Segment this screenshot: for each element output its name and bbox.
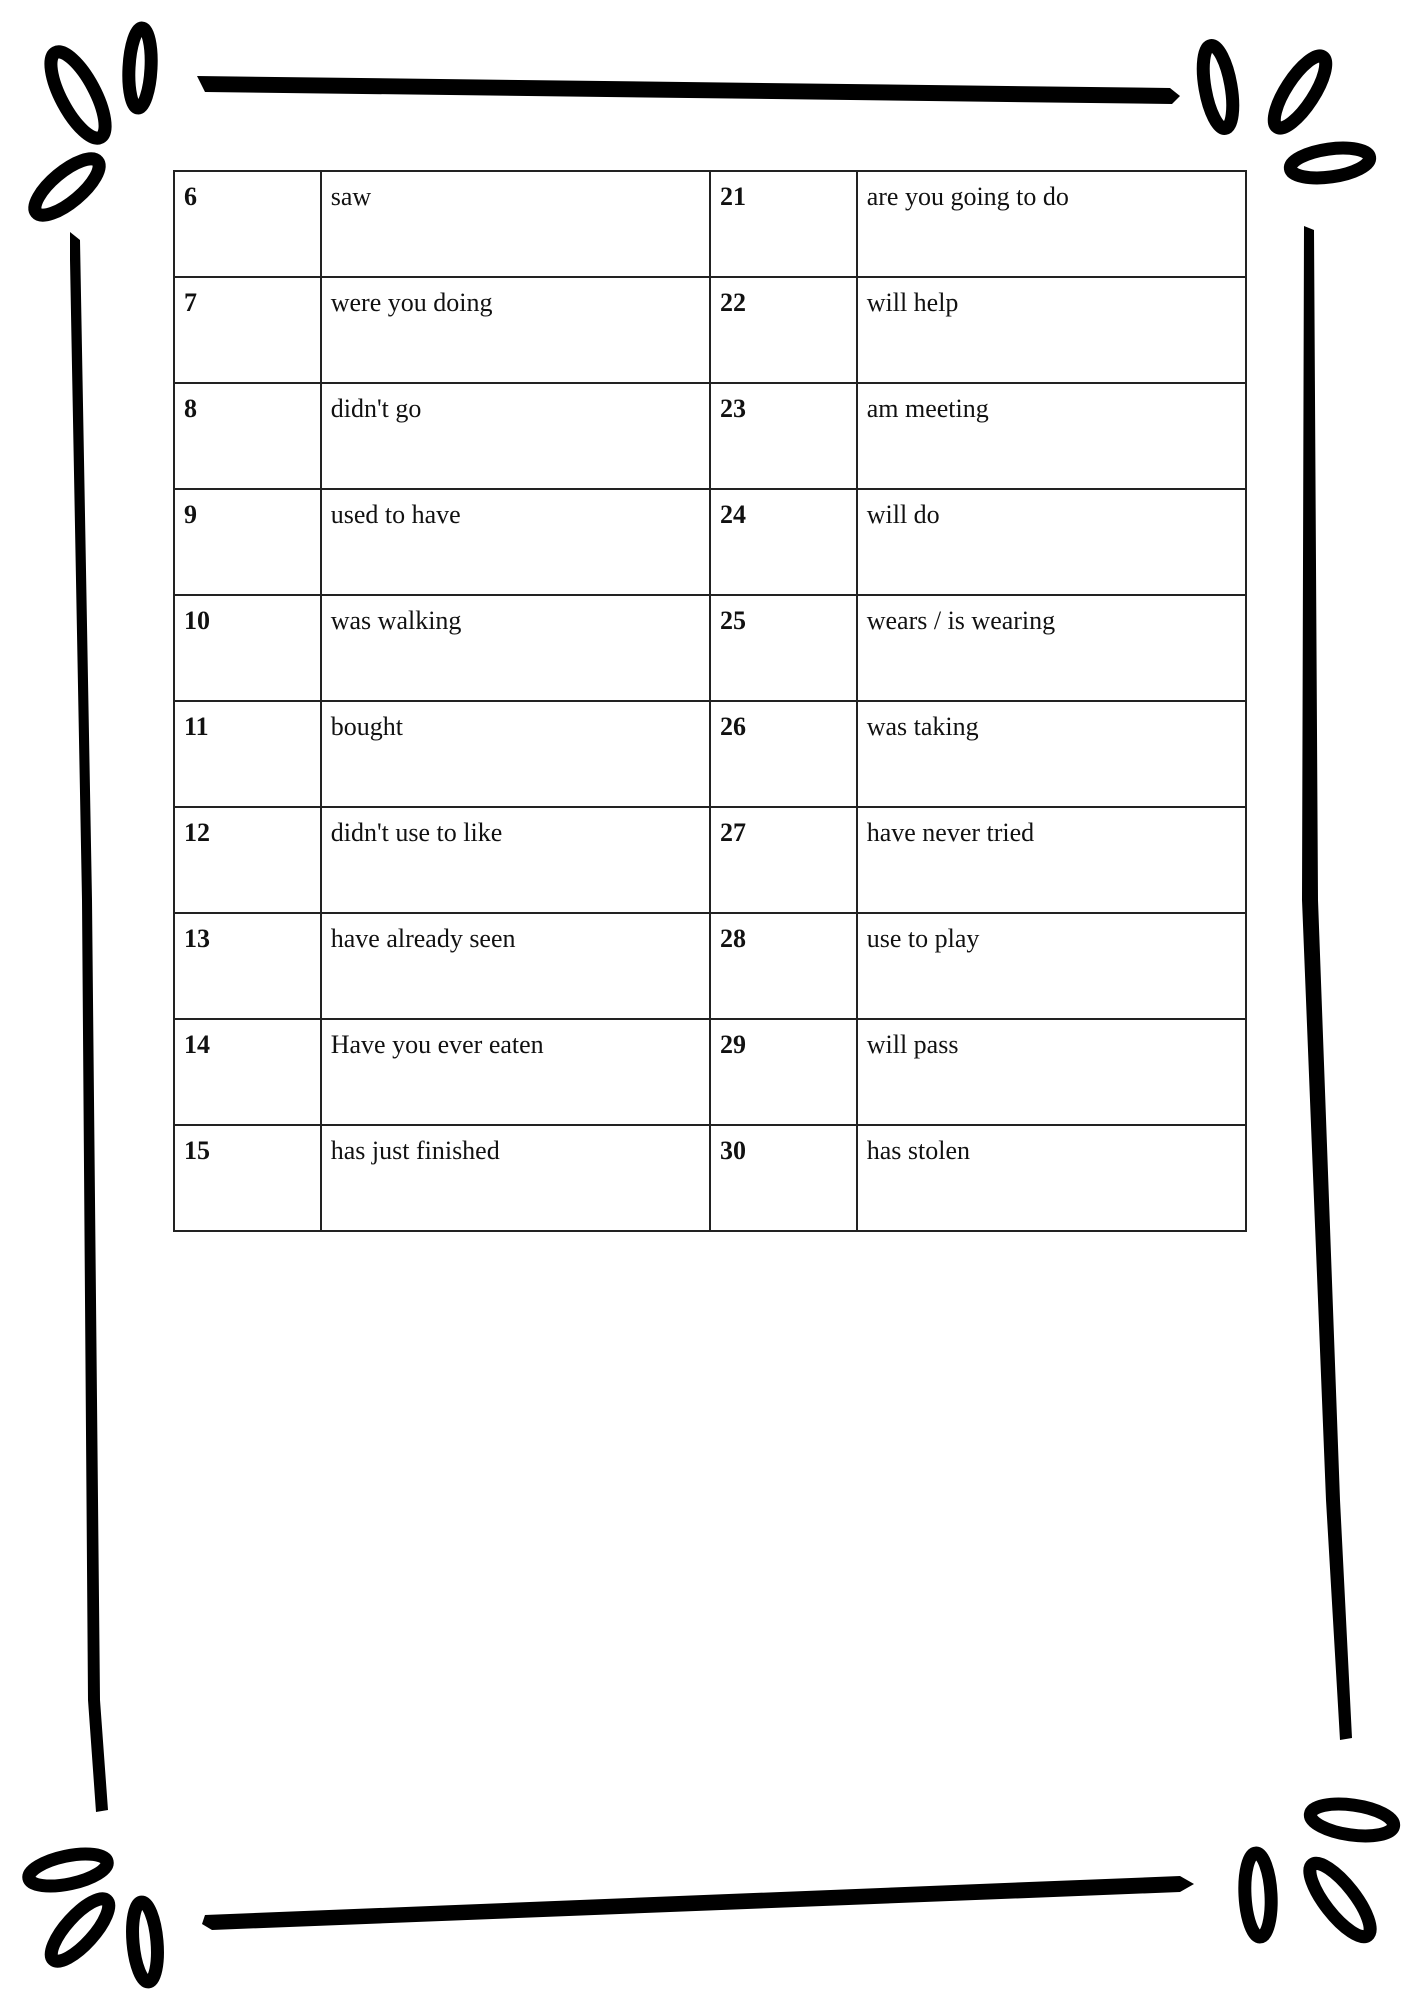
item-number: 13 <box>174 913 321 1019</box>
answer-text: saw <box>321 171 710 277</box>
item-number: 24 <box>710 489 857 595</box>
item-number: 11 <box>174 701 321 807</box>
answer-text: are you going to do <box>857 171 1246 277</box>
leaf-ornament <box>1243 1852 1273 1937</box>
answer-text: have already seen <box>321 913 710 1019</box>
border-left-line <box>70 232 108 1812</box>
leaf-ornament <box>130 1901 161 1983</box>
leaf-ornament <box>26 1848 110 1892</box>
item-number: 10 <box>174 595 321 701</box>
answer-text: were you doing <box>321 277 710 383</box>
answer-text: will do <box>857 489 1246 595</box>
answer-text: has just finished <box>321 1125 710 1231</box>
answer-text: have never tried <box>857 807 1246 913</box>
answer-text: has stolen <box>857 1125 1246 1231</box>
table-row <box>174 701 1246 807</box>
answer-table <box>173 170 1247 1232</box>
leaf-ornament <box>40 45 115 146</box>
answer-text: was taking <box>857 701 1246 807</box>
leaf-ornament <box>1308 1799 1395 1840</box>
table-row <box>174 913 1246 1019</box>
item-number: 29 <box>710 1019 857 1125</box>
answer-text: Have you ever eaten <box>321 1019 710 1125</box>
item-number: 22 <box>710 277 857 383</box>
item-number: 9 <box>174 489 321 595</box>
answer-text: was walking <box>321 595 710 701</box>
border-bottom-line <box>202 1876 1194 1930</box>
item-number: 25 <box>710 595 857 701</box>
answer-text: bought <box>321 701 710 807</box>
item-number: 30 <box>710 1125 857 1231</box>
leaf-ornament <box>1300 1855 1379 1944</box>
leaf-ornament <box>1288 144 1371 183</box>
item-number: 28 <box>710 913 857 1019</box>
item-number: 27 <box>710 807 857 913</box>
border-top-line <box>197 76 1180 104</box>
item-number: 15 <box>174 1125 321 1231</box>
table-row <box>174 383 1246 489</box>
item-number: 14 <box>174 1019 321 1125</box>
item-number: 26 <box>710 701 857 807</box>
table-row <box>174 1019 1246 1125</box>
answer-text: will pass <box>857 1019 1246 1125</box>
leaf-ornament <box>1265 49 1334 135</box>
answer-text: am meeting <box>857 383 1246 489</box>
item-number: 6 <box>174 171 321 277</box>
table-row <box>174 489 1246 595</box>
leaf-ornament <box>27 150 108 224</box>
table-row <box>174 277 1246 383</box>
table-row <box>174 1125 1246 1231</box>
leaf-ornament <box>1198 43 1238 130</box>
answer-text: will help <box>857 277 1246 383</box>
answer-text: wears / is wearing <box>857 595 1246 701</box>
table-row <box>174 595 1246 701</box>
item-number: 8 <box>174 383 321 489</box>
table-row <box>174 807 1246 913</box>
answer-text: didn't use to like <box>321 807 710 913</box>
answer-text: use to play <box>857 913 1246 1019</box>
item-number: 21 <box>710 171 857 277</box>
answer-text: didn't go <box>321 383 710 489</box>
border-right-line <box>1302 226 1352 1740</box>
item-number: 12 <box>174 807 321 913</box>
item-number: 23 <box>710 383 857 489</box>
table-row <box>174 171 1246 277</box>
answer-text: used to have <box>321 489 710 595</box>
leaf-ornament <box>127 27 153 108</box>
leaf-ornament <box>43 1891 117 1969</box>
item-number: 7 <box>174 277 321 383</box>
